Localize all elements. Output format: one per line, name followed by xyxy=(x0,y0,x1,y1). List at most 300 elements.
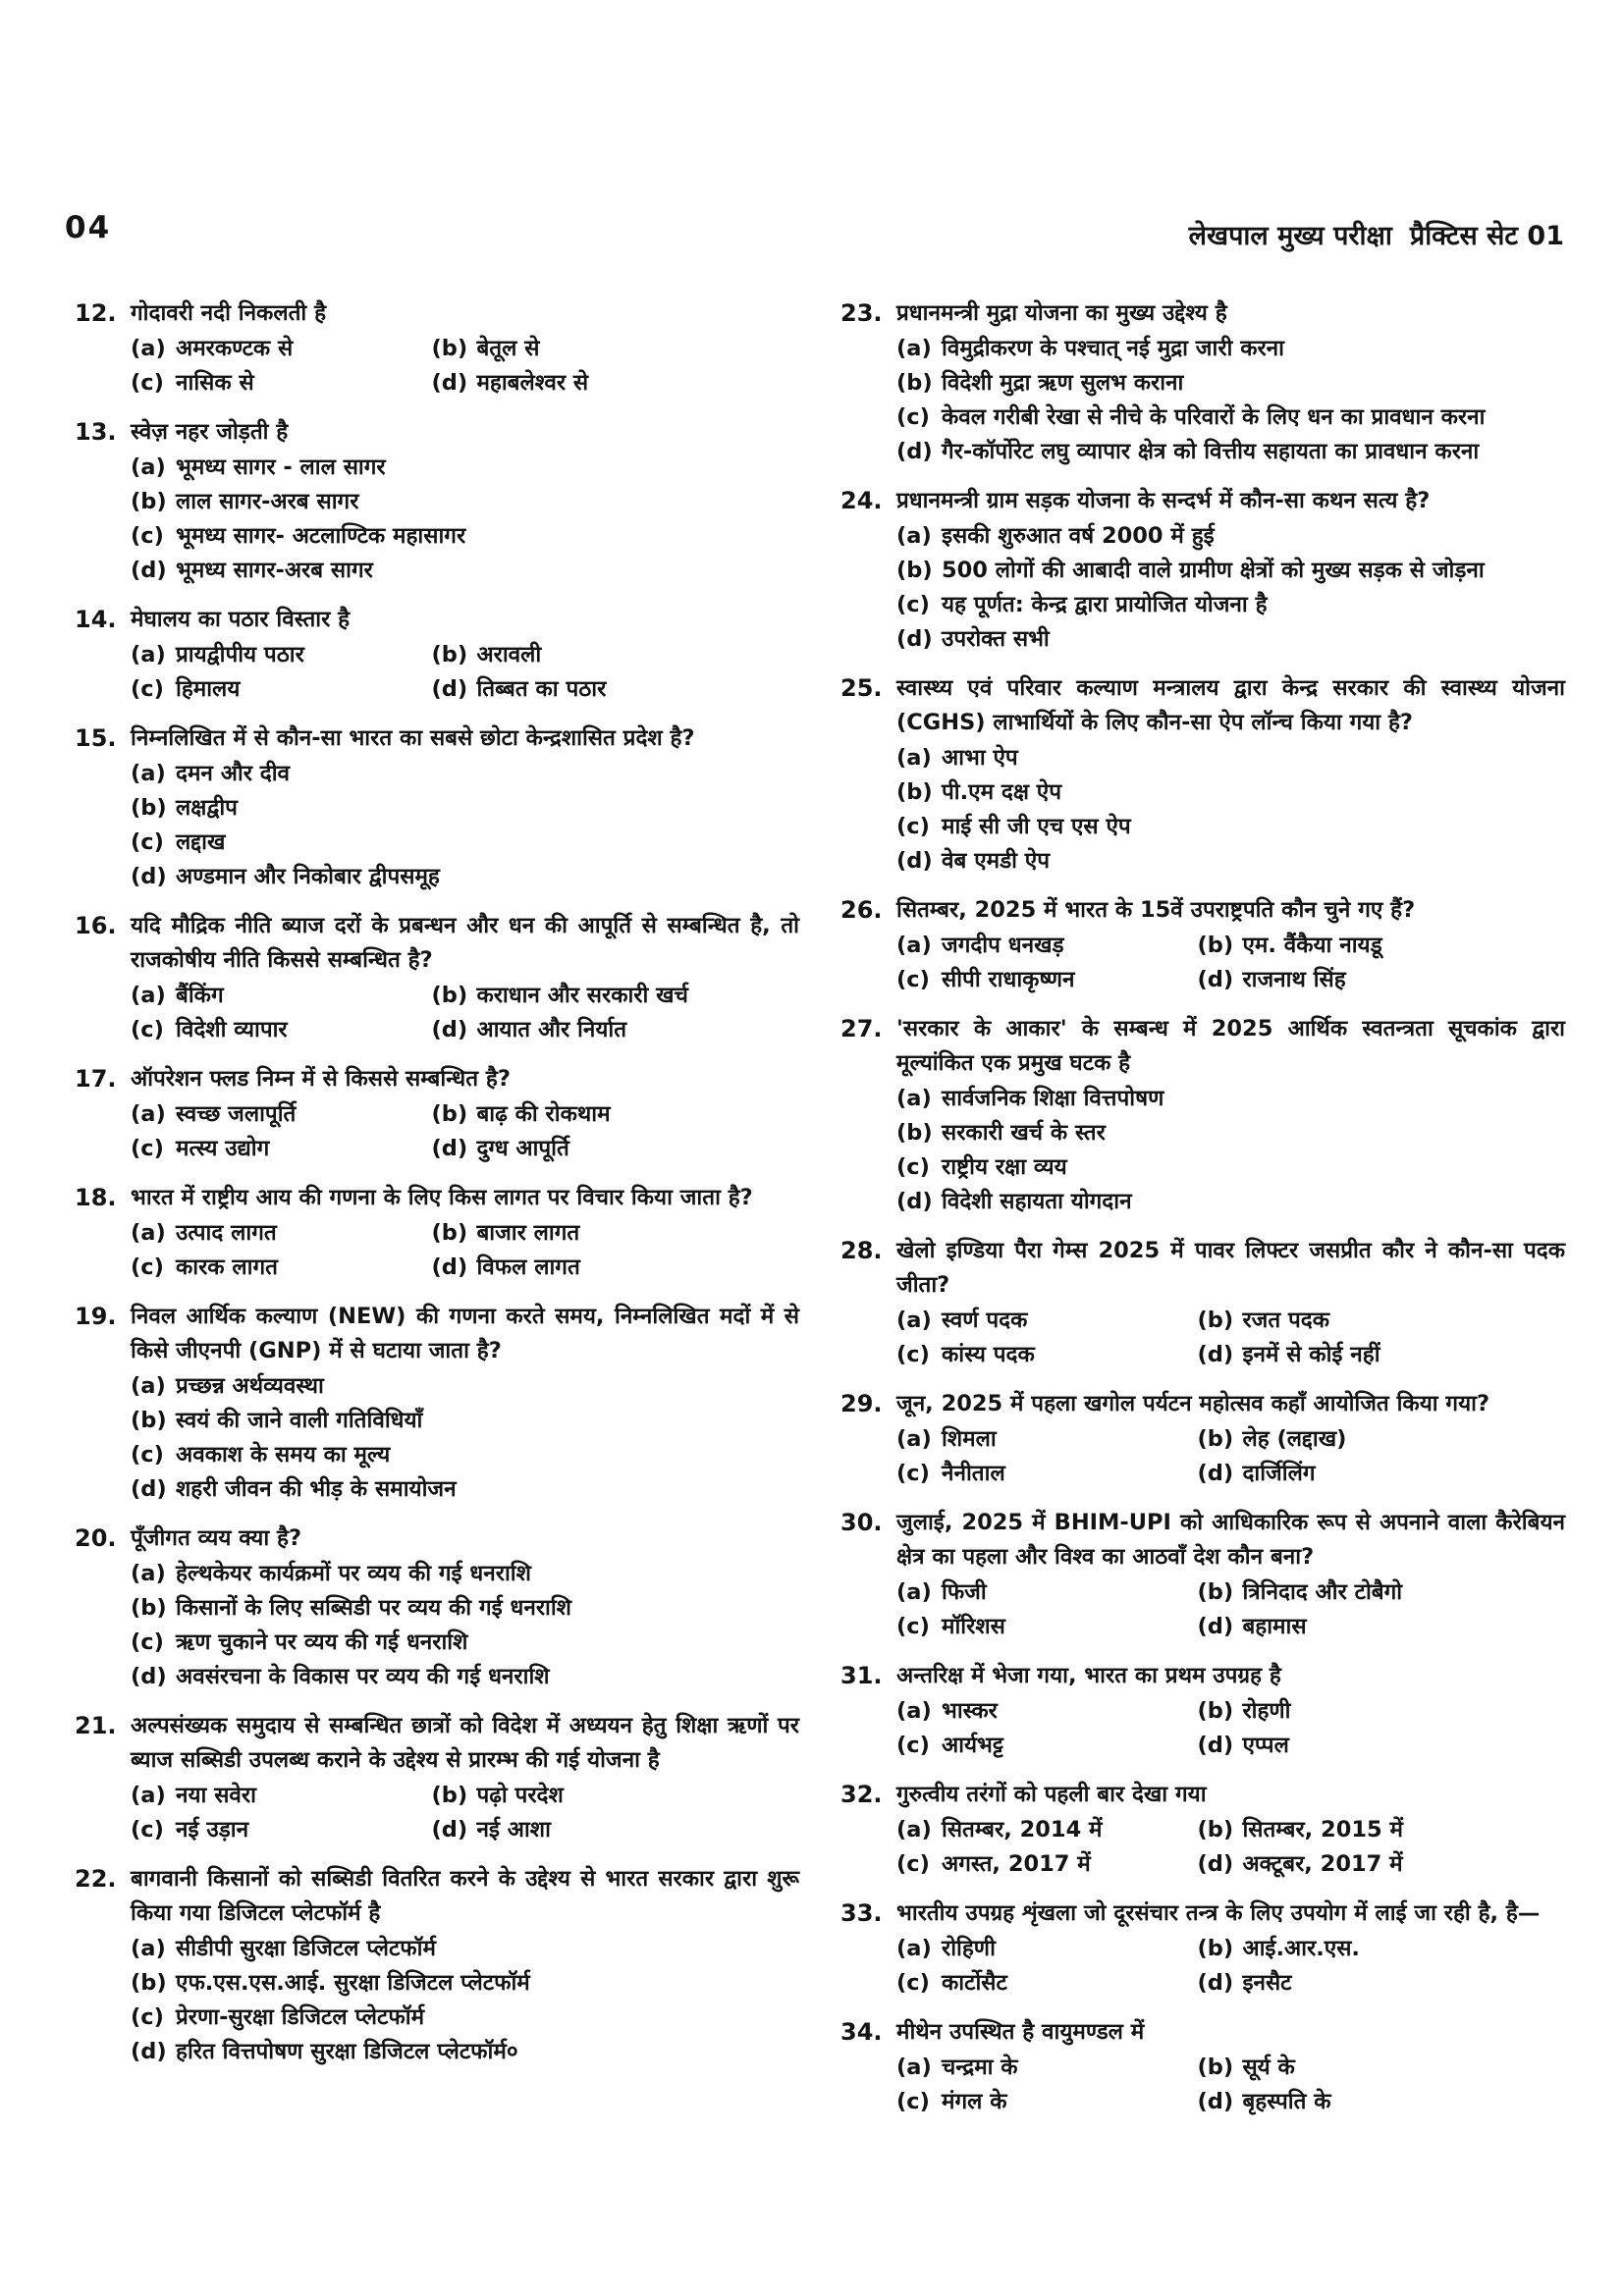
option-item xyxy=(1197,1729,1565,1763)
option-label: (a) xyxy=(131,761,166,786)
option-label: (d) xyxy=(131,1664,167,1689)
option-text: अरावली xyxy=(476,642,542,667)
option-item xyxy=(131,638,431,672)
option-text: अवकाश के समय का मूल्य xyxy=(176,1442,391,1468)
question-item xyxy=(75,1300,799,1507)
question-number: 29. xyxy=(840,1390,883,1417)
question-number: 20. xyxy=(75,1524,117,1552)
option-text: बहामास xyxy=(1242,1614,1307,1639)
option-label: (b) xyxy=(431,1101,468,1127)
option-item xyxy=(131,757,799,791)
option-item xyxy=(896,844,1565,879)
option-text: विदेशी मुद्रा ऋण सुलभ कराना xyxy=(942,370,1184,396)
option-item xyxy=(131,826,799,860)
question-text: जून, 2025 में पहला खगोल पर्यटन महोत्सव कहाँ आयोजित किया गया? xyxy=(896,1391,1490,1416)
option-label: (b) xyxy=(131,1595,167,1621)
question-item xyxy=(840,1778,1565,1882)
question-item xyxy=(840,484,1565,657)
option-label: (a) xyxy=(896,933,932,958)
page-header xyxy=(1189,216,1564,252)
options xyxy=(131,1932,799,2069)
option-text: मॉरिशस xyxy=(942,1614,1005,1639)
option-item xyxy=(431,1779,799,1813)
option-label: (a) xyxy=(131,983,166,1008)
option-label: (d) xyxy=(131,2039,167,2064)
question-body xyxy=(896,1896,1565,2001)
option-label: (d) xyxy=(131,558,167,583)
option-item xyxy=(131,1404,799,1438)
option-label: (c) xyxy=(896,1970,930,1996)
option-text: स्वयं की जाने वाली गतिविधियाँ xyxy=(176,1408,423,1433)
option-item xyxy=(896,1422,1197,1457)
option-text: माई सी जी एच एस ऐप xyxy=(942,814,1131,839)
option-text: सीडीपी सुरक्षा डिजिटल प्लेटफॉर्म xyxy=(176,1936,436,1961)
option-label: (a) xyxy=(896,1086,932,1111)
option-label: (c) xyxy=(896,814,930,839)
options xyxy=(131,1369,799,1507)
option-text: सूर्य के xyxy=(1242,2055,1295,2080)
option-label: (c) xyxy=(131,676,164,702)
option-label: (d) xyxy=(131,1476,167,1502)
option-item xyxy=(131,485,799,519)
options xyxy=(896,741,1565,879)
option-label: (c) xyxy=(896,1851,930,1877)
option-item xyxy=(1197,1422,1565,1457)
option-label: (b) xyxy=(896,370,933,396)
option-label: (c) xyxy=(131,523,164,549)
question-text: मेघालय का पठार विस्तार है xyxy=(131,607,351,632)
option-label: (c) xyxy=(896,404,930,430)
option-text: वेब एमडी ऐप xyxy=(942,848,1051,874)
option-item xyxy=(1197,1610,1565,1644)
option-item xyxy=(131,1369,799,1404)
option-text: उत्पाद लागत xyxy=(176,1220,277,1246)
options xyxy=(896,1304,1565,1372)
question-item xyxy=(75,721,799,894)
option-text: इनमें से कोई नहीं xyxy=(1242,1342,1380,1367)
question-number: 23. xyxy=(840,299,883,327)
option-label: (c) xyxy=(131,829,164,855)
option-item xyxy=(131,366,431,400)
option-label: (d) xyxy=(896,848,933,874)
option-label: (d) xyxy=(1197,1733,1234,1758)
option-item xyxy=(131,1779,431,1813)
question-body xyxy=(131,1181,799,1285)
option-label: (b) xyxy=(431,1783,468,1808)
option-text: प्रेरणा-सुरक्षा डिजिटल प्लेटफॉर्म xyxy=(176,2004,425,2030)
question-text: भारत में राष्ट्रीय आय की गणना के लिए किस लागत पर विचार किया जाता है? xyxy=(131,1185,753,1210)
option-label: (a) xyxy=(131,454,166,480)
question-body xyxy=(131,721,799,894)
question-body xyxy=(896,1234,1565,1372)
option-text: उपरोक्त सभी xyxy=(942,626,1050,652)
options xyxy=(896,519,1565,657)
question-number: 17. xyxy=(75,1065,117,1093)
option-text: हिमालय xyxy=(176,676,241,702)
option-text: मंगल के xyxy=(942,2089,1007,2114)
option-text: विदेशी व्यापार xyxy=(176,1017,288,1042)
option-item xyxy=(1197,963,1565,997)
options xyxy=(896,1422,1565,1491)
option-item xyxy=(131,1013,431,1047)
option-label: (d) xyxy=(1197,967,1234,992)
options xyxy=(896,1575,1565,1644)
option-item xyxy=(1197,2085,1565,2119)
option-label: (a) xyxy=(131,1373,166,1399)
option-text: कांस्य पदक xyxy=(942,1342,1035,1367)
question-body xyxy=(131,1062,799,1166)
question-number: 19. xyxy=(75,1303,117,1330)
option-item xyxy=(896,1575,1197,1610)
option-text: दुग्ध आपूर्ति xyxy=(476,1136,569,1161)
option-label: (a) xyxy=(896,2055,932,2080)
options xyxy=(896,1082,1565,1219)
option-item xyxy=(896,775,1565,810)
question-body xyxy=(896,1778,1565,1882)
option-label: (b) xyxy=(131,489,167,514)
option-text: शिमला xyxy=(942,1426,997,1452)
option-text: किसानों के लिए सब्सिडी पर व्यय की गई धनराशि xyxy=(176,1595,571,1621)
option-item xyxy=(896,963,1197,997)
question-number: 31. xyxy=(840,1662,883,1689)
question-item xyxy=(75,1062,799,1166)
option-item xyxy=(896,1304,1197,1338)
question-text: प्रधानमन्त्री ग्राम सड़क योजना के सन्दर्भ में कौन-सा कथन सत्य है? xyxy=(896,488,1431,513)
option-text: यह पूर्णत: केन्द्र द्वारा प्रायोजित योजना है xyxy=(942,592,1268,617)
option-item xyxy=(1197,1813,1565,1847)
question-item xyxy=(840,1896,1565,2001)
option-label: (d) xyxy=(1197,1614,1234,1639)
option-text: बेतूल से xyxy=(476,336,540,361)
option-text: महाबलेश्वर से xyxy=(476,370,589,396)
option-item xyxy=(896,1610,1197,1644)
question-text: भारतीय उपग्रह शृंखला जो दूरसंचार तन्त्र के लिए उपयोग में लाई जा रही है, है— xyxy=(896,1900,1541,1926)
option-text: इसकी शुरुआत वर्ष 2000 में हुई xyxy=(942,523,1215,549)
question-number: 30. xyxy=(840,1509,883,1536)
question-body xyxy=(896,1387,1565,1491)
option-text: स्वच्छ जलापूर्ति xyxy=(176,1101,297,1127)
option-item xyxy=(896,519,1565,554)
option-item xyxy=(1197,1932,1565,1966)
option-label: (a) xyxy=(896,523,932,549)
question-body xyxy=(131,296,799,400)
option-label: (c) xyxy=(896,1342,930,1367)
options xyxy=(131,332,799,400)
option-text: सितम्बर, 2014 में xyxy=(942,1817,1103,1842)
option-label: (b) xyxy=(1197,1936,1234,1961)
question-body xyxy=(896,1506,1565,1644)
question-number: 16. xyxy=(75,912,117,939)
question-number: 15. xyxy=(75,724,117,752)
option-item xyxy=(431,672,799,707)
option-item xyxy=(131,1097,431,1132)
option-item xyxy=(131,2001,799,2035)
option-label: (c) xyxy=(896,1461,930,1486)
option-label: (d) xyxy=(431,1817,468,1842)
question-text: निम्नलिखित में से कौन-सा भारत का सबसे छोटा केन्द्रशासित प्रदेश है? xyxy=(131,725,695,751)
option-text: 500 लोगों की आबादी वाले ग्रामीण क्षेत्रों को मुख्य सड़क से जोड़ना xyxy=(942,558,1485,583)
option-label: (a) xyxy=(131,1101,166,1127)
option-label: (c) xyxy=(896,1733,930,1758)
option-label: (d) xyxy=(431,370,468,396)
option-label: (d) xyxy=(1197,1342,1234,1367)
option-label: (c) xyxy=(896,1614,930,1639)
option-label: (b) xyxy=(896,558,933,583)
options xyxy=(896,1694,1565,1763)
option-item xyxy=(131,1966,799,2001)
question-item xyxy=(840,1234,1565,1372)
question-text: गोदावरी नदी निकलती है xyxy=(131,300,327,326)
option-text: बाजार लागत xyxy=(476,1220,580,1246)
options xyxy=(896,929,1565,997)
option-text: राष्ट्रीय रक्षा व्यय xyxy=(942,1154,1067,1180)
option-item xyxy=(131,1132,431,1166)
question-body xyxy=(896,671,1565,879)
option-text: चन्द्रमा के xyxy=(942,2055,1018,2080)
question-body xyxy=(896,2015,1565,2119)
option-label: (a) xyxy=(896,1426,932,1452)
question-item xyxy=(75,1181,799,1285)
option-text: कराधान और सरकारी खर्च xyxy=(476,983,688,1008)
question-item xyxy=(75,1522,799,1694)
question-item xyxy=(75,296,799,400)
question-text: खेलो इण्डिया पैरा गेम्स 2025 में पावर लिफ्टर जसप्रीत कौर ने कौन-सा पदक जीता? xyxy=(896,1238,1565,1298)
question-item xyxy=(840,893,1565,997)
option-label: (b) xyxy=(1197,1308,1234,1333)
option-text: लाल सागर-अरब सागर xyxy=(176,489,359,514)
option-text: अण्डमान और निकोबार द्वीपसमूह xyxy=(176,864,440,889)
column-2 xyxy=(840,296,1565,2134)
option-item xyxy=(1197,1966,1565,2001)
option-text: नई आशा xyxy=(476,1817,551,1842)
option-label: (d) xyxy=(431,1017,468,1042)
option-text: अक्टूबर, 2017 में xyxy=(1242,1851,1403,1877)
option-label: (b) xyxy=(431,336,468,361)
question-item xyxy=(75,1709,799,1847)
option-item xyxy=(896,400,1565,435)
option-label: (b) xyxy=(131,1970,167,1996)
option-label: (c) xyxy=(131,1255,164,1280)
option-label: (a) xyxy=(896,336,932,361)
option-text: ऋण चुकाने पर व्यय की गई धनराशि xyxy=(176,1629,468,1655)
question-text: निवल आर्थिक कल्याण (NEW) की गणना करते समय, निम्नलिखित मदों में से किसे जीएनपी (GNP) में से घटाया जाता है? xyxy=(131,1304,799,1363)
option-item xyxy=(896,1729,1197,1763)
option-item xyxy=(896,332,1565,366)
question-number: 12. xyxy=(75,299,117,327)
option-item xyxy=(431,1013,799,1047)
option-item xyxy=(131,1660,799,1694)
option-item xyxy=(896,741,1565,775)
option-item xyxy=(131,1472,799,1507)
option-text: त्रिनिदाद और टोबैगो xyxy=(1242,1579,1403,1605)
option-text: बृहस्पति के xyxy=(1242,2089,1331,2114)
column-1 xyxy=(75,296,799,2134)
option-item xyxy=(131,1932,799,1966)
option-item xyxy=(896,1457,1197,1491)
option-text: मत्स्य उद्योग xyxy=(176,1136,270,1161)
option-label: (b) xyxy=(1197,1817,1234,1842)
options xyxy=(131,1216,799,1285)
option-item xyxy=(131,2035,799,2069)
question-number: 13. xyxy=(75,418,117,446)
question-item xyxy=(840,2015,1565,2119)
option-label: (c) xyxy=(131,1442,164,1468)
question-body xyxy=(131,909,799,1047)
option-label: (c) xyxy=(896,592,930,617)
option-text: नई उड़ान xyxy=(176,1817,249,1842)
question-body xyxy=(131,1709,799,1847)
option-label: (a) xyxy=(896,1936,932,1961)
option-text: बैंकिंग xyxy=(176,983,224,1008)
option-label: (a) xyxy=(896,1698,932,1724)
option-text: कार्टोसैट xyxy=(942,1970,1007,1996)
option-label: (a) xyxy=(131,1936,166,1961)
option-label: (a) xyxy=(131,1783,166,1808)
question-text: गुरुत्वीय तरंगों को पहली बार देखा गया xyxy=(896,1782,1207,1807)
questions-area xyxy=(75,296,1565,2134)
option-text: सार्वजनिक शिक्षा वित्तपोषण xyxy=(942,1086,1164,1111)
options xyxy=(131,1779,799,1847)
option-text: अगस्त, 2017 में xyxy=(942,1851,1091,1877)
question-text: ऑपरेशन फ्लड निम्न में से किससे सम्बन्धित है? xyxy=(131,1066,511,1092)
options xyxy=(896,1932,1565,2001)
option-item xyxy=(431,1251,799,1285)
option-item xyxy=(431,638,799,672)
option-item xyxy=(431,979,799,1013)
option-text: अवसंरचना के विकास पर व्यय की गई धनराशि xyxy=(176,1664,550,1689)
option-label: (d) xyxy=(896,626,933,652)
option-item xyxy=(131,860,799,894)
options xyxy=(131,1557,799,1694)
option-text: हेल्थकेयर कार्यक्रमों पर व्यय की गई धनराशि xyxy=(176,1561,531,1586)
question-text: 'सरकार के आकार' के सम्बन्ध में 2025 आर्थिक स्वतन्त्रता सूचकांक द्वारा मूल्यांकित एक प्रमुख घटक है xyxy=(896,1016,1565,1076)
question-text: अन्तरिक्ष में भेजा गया, भारत का प्रथम उपग्रह है xyxy=(896,1663,1281,1688)
option-item xyxy=(131,1813,431,1847)
option-label: (b) xyxy=(1197,1579,1234,1605)
option-item xyxy=(131,451,799,485)
question-text: अल्पसंख्यक समुदाय से सम्बन्धित छात्रों को विदेश में अध्ययन हेतु शिक्षा ऋणों पर ब्याज सब्सिडी उपलब्ध कराने के उद्देश्य से प्रारम्भ की गई योजना है xyxy=(131,1713,799,1773)
question-number: 21. xyxy=(75,1712,117,1739)
option-text: हरित वित्तपोषण सुरक्षा डिजिटल प्लेटफॉर्म० xyxy=(176,2039,518,2064)
option-text: इनसैट xyxy=(1242,1970,1292,1996)
option-text: नासिक से xyxy=(176,370,254,396)
option-text: लक्षद्वीप xyxy=(176,795,238,821)
option-item xyxy=(1197,1694,1565,1729)
question-body xyxy=(131,1522,799,1694)
option-text: शहरी जीवन की भीड़ के समायोजन xyxy=(176,1476,457,1502)
option-item xyxy=(896,1847,1197,1882)
option-text: रोहणी xyxy=(1242,1698,1291,1724)
option-item xyxy=(896,2085,1197,2119)
question-text: मीथेन उपस्थित है वायुमण्डल में xyxy=(896,2019,1145,2045)
question-item xyxy=(840,1659,1565,1763)
question-item xyxy=(75,1862,799,2069)
option-text: केवल गरीबी रेखा से नीचे के परिवारों के लिए धन का प्रावधान करना xyxy=(942,404,1486,430)
practice-set-label: प्रैक्टिस सेट 01 xyxy=(1409,221,1564,251)
question-text: सितम्बर, 2025 में भारत के 15वें उपराष्ट्रपति कौन चुने गए हैं? xyxy=(896,897,1416,923)
option-text: प्रच्छन्न अर्थव्यवस्था xyxy=(176,1373,324,1399)
option-text: विमुद्रीकरण के पश्चात् नई मुद्रा जारी करना xyxy=(942,336,1284,361)
option-text: नैनीताल xyxy=(942,1461,1005,1486)
option-item xyxy=(431,1216,799,1251)
option-text: रोहिणी xyxy=(942,1936,996,1961)
option-text: सीपी राधाकृष्णन xyxy=(942,967,1075,992)
option-item xyxy=(131,979,431,1013)
option-text: एप्पल xyxy=(1242,1733,1289,1758)
options xyxy=(131,638,799,707)
option-item xyxy=(431,366,799,400)
option-item xyxy=(431,1097,799,1132)
option-text: सितम्बर, 2015 में xyxy=(1242,1817,1403,1842)
question-item xyxy=(840,1387,1565,1491)
option-label: (a) xyxy=(896,1817,932,1842)
option-item xyxy=(131,1251,431,1285)
option-text: रजत पदक xyxy=(1242,1308,1330,1333)
option-item xyxy=(896,622,1565,657)
question-number: 28. xyxy=(840,1237,883,1264)
question-text: जुलाई, 2025 में BHIM-UPI को आधिकारिक रूप से अपनाने वाला कैरेबियन क्षेत्र का पहला और विश्व का आठवाँ देश कौन बना? xyxy=(896,1510,1565,1570)
option-label: (a) xyxy=(131,1220,166,1246)
option-text: विदेशी सहायता योगदान xyxy=(942,1189,1132,1214)
option-item xyxy=(896,1082,1565,1116)
option-text: पी.एम दक्ष ऐप xyxy=(942,779,1062,805)
option-label: (c) xyxy=(131,1136,164,1161)
option-text: प्रायद्वीपीय पठार xyxy=(176,642,304,667)
question-body xyxy=(896,1012,1565,1219)
option-item xyxy=(131,1557,799,1591)
option-item xyxy=(131,332,431,366)
option-label: (c) xyxy=(131,1817,164,1842)
option-item xyxy=(131,519,799,554)
option-label: (b) xyxy=(431,642,468,667)
option-label: (b) xyxy=(1197,1426,1234,1452)
option-text: भूमध्य सागर - लाल सागर xyxy=(176,454,386,480)
question-item xyxy=(840,296,1565,469)
question-text: प्रधानमन्त्री मुद्रा योजना का मुख्य उद्देश्य है xyxy=(896,300,1227,326)
option-label: (a) xyxy=(131,642,166,667)
option-label: (a) xyxy=(896,745,932,771)
option-item xyxy=(1197,1304,1565,1338)
option-text: स्वर्ण पदक xyxy=(942,1308,1028,1333)
option-item xyxy=(131,554,799,588)
option-label: (d) xyxy=(896,1189,933,1214)
question-item xyxy=(840,1506,1565,1644)
option-text: भूमध्य सागर- अटलाण्टिक महासागर xyxy=(176,523,466,549)
option-text: आई.आर.एस. xyxy=(1242,1936,1360,1961)
page-number: 04 xyxy=(65,210,112,245)
question-number: 18. xyxy=(75,1184,117,1211)
option-label: (d) xyxy=(1197,1461,1234,1486)
question-text: बागवानी किसानों को सब्सिडी वितरित करने के उद्देश्य से भारत सरकार द्वारा शुरू किया गया डिजिटल प्लेटफॉर्म है xyxy=(131,1866,799,1926)
exam-title: लेखपाल मुख्य परीक्षा xyxy=(1188,221,1392,251)
option-text: बाढ़ की रोकथाम xyxy=(476,1101,611,1127)
option-label: (d) xyxy=(1197,1851,1234,1877)
option-label: (c) xyxy=(896,967,930,992)
option-text: लद्दाख xyxy=(176,829,226,855)
option-text: नया सवेरा xyxy=(176,1783,256,1808)
question-number: 27. xyxy=(840,1015,883,1042)
question-number: 24. xyxy=(840,487,883,514)
option-label: (c) xyxy=(131,1629,164,1655)
option-item xyxy=(896,1150,1565,1185)
option-item xyxy=(131,1591,799,1626)
option-text: दमन और दीव xyxy=(176,761,291,786)
option-label: (c) xyxy=(896,1154,930,1180)
option-item xyxy=(1197,1457,1565,1491)
option-label: (b) xyxy=(1197,933,1234,958)
option-text: राजनाथ सिंह xyxy=(1242,967,1346,992)
question-body xyxy=(131,1300,799,1507)
